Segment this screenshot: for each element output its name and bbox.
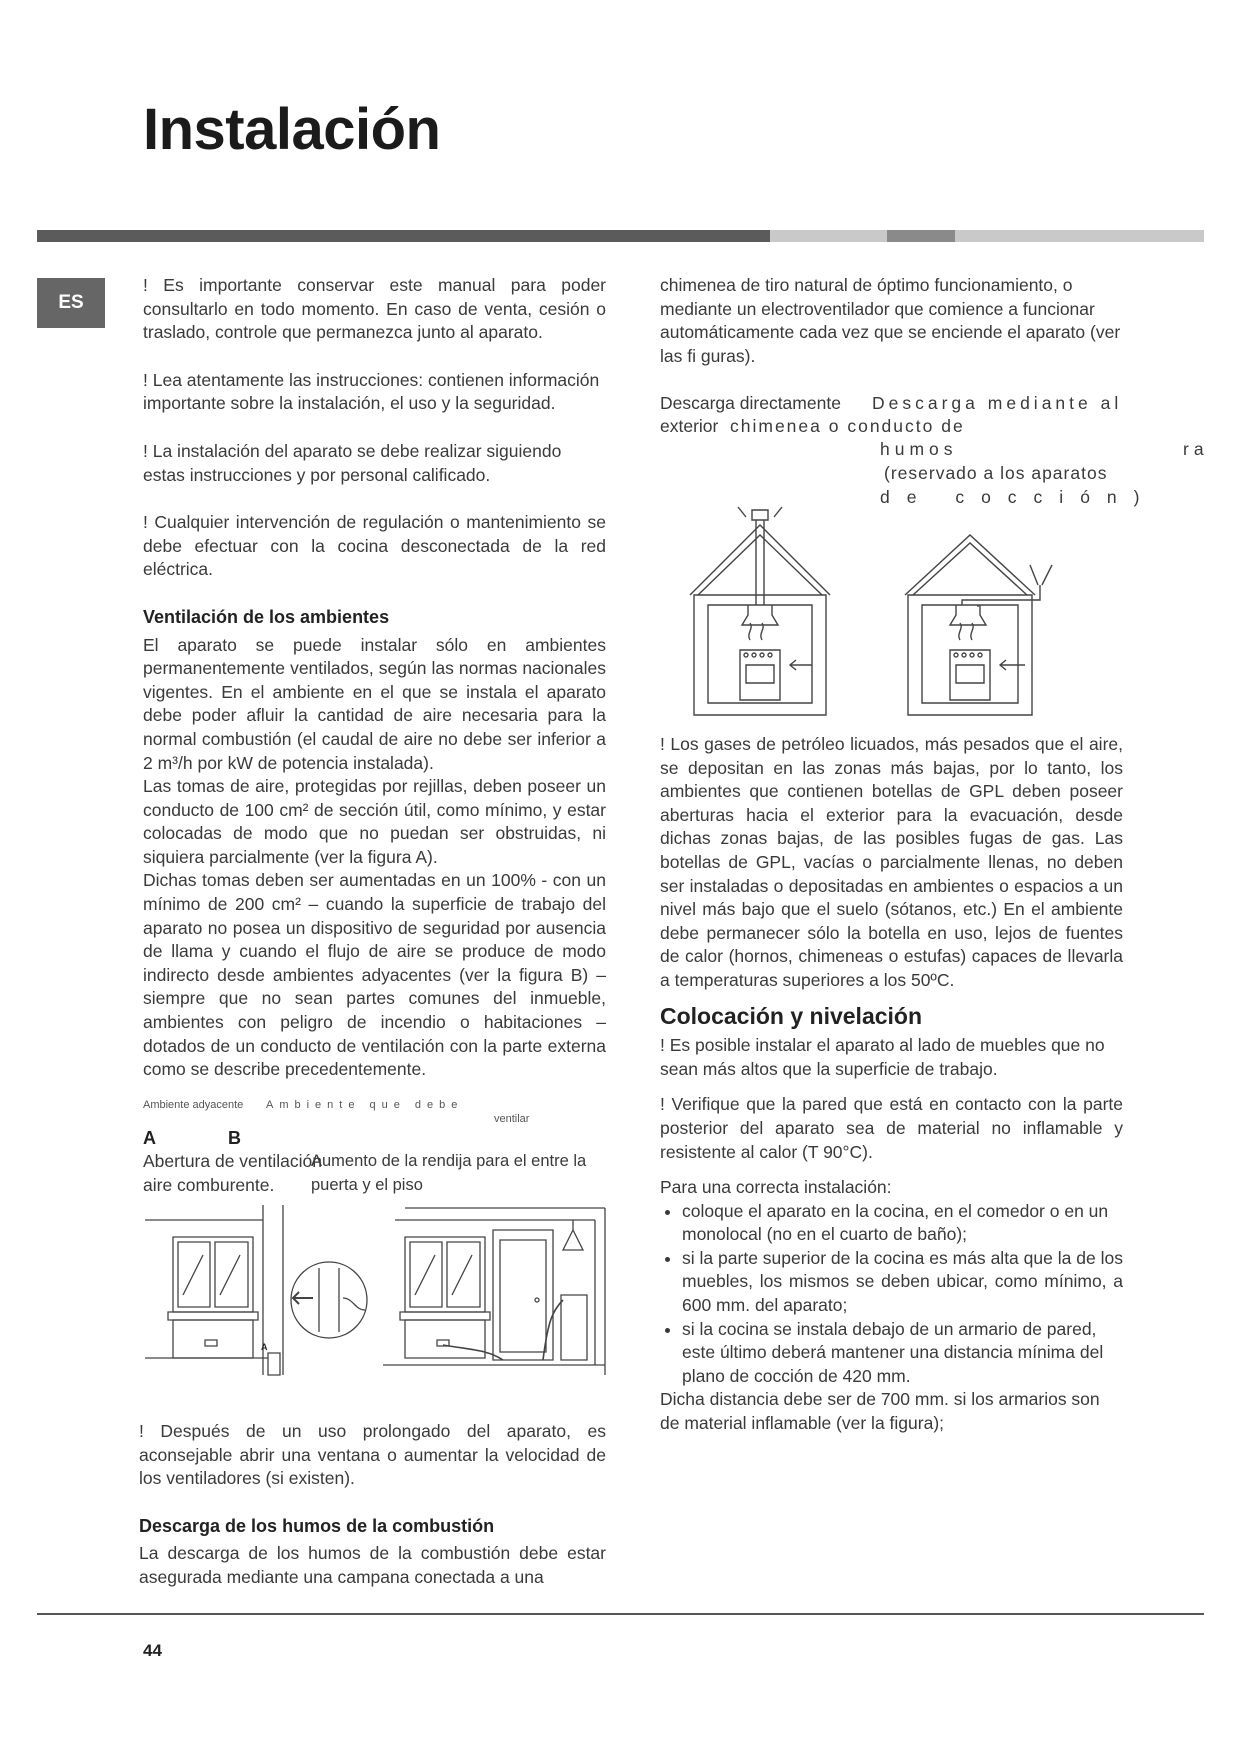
figure-marker-a: A: [261, 1342, 268, 1352]
ventilation-paragraph-1: El aparato se puede instalar sólo en ambientes permanentemente ventilados, según las normas nacionales vigentes. En el ambiente en el que se instala el aparato debe poder afluir la cantidad de aire necesaria para la normal combustión (el caudal de aire no debe ser inferior a 2 m³/h por kW de potencia instalada).: [143, 634, 606, 773]
gpl-warning: ! Los gases de petróleo licuados, más pesados que el aire, se depositan en las zonas más bajas, por lo tanto, los ambientes que contienen botellas de GPL deben poseer aberturas hacia el exterior para la evacuación, desde dichas zonas bajas, de las posibles fugas de gas. Las botellas de GPL, vacías o parcialmente llenas, no deben ser instaladas o depositadas en ambientes o espacios a un nivel más bajo que el suelo (sótanos, etc.) En el ambiente debe permanecer sólo la botella en uso, lejos de fuentes de calor (hornos, chimeneas o estufas) capaces de llevarla a temperaturas superiores a los 50ºC.: [660, 734, 1123, 990]
right-column: [660, 733, 1123, 1436]
ventilation-paragraph-2: Las tomas de aire, protegidas por rejillas, deben poseer un conducto de 100 cm² de sección útil, como mínimo, y estar colocadas de modo que no puedan ser obstruidas, ni siquiera parcialmente (ver la figura A).: [143, 776, 606, 867]
label-room-to-ventilate: Ambiente que debe: [266, 1099, 464, 1111]
header-bar-light: [770, 230, 1204, 242]
figure-label-a: A: [143, 1128, 156, 1148]
label-chimney-1: Descarga mediante al: [872, 393, 1123, 413]
placement-heading: Colocación y nivelación: [660, 1002, 923, 1029]
label-chimney-3: humos: [880, 439, 958, 459]
label-chimney-2: chimenea o conducto de: [730, 416, 965, 436]
right-column-top: [660, 274, 1123, 368]
label-adjacent-room: Ambiente adyacente: [143, 1099, 244, 1111]
footer-line: [37, 1613, 1204, 1615]
note-read-instructions: ! Lea atentamente las instrucciones: contienen información importante sobre la instalación, el uso y la seguridad.: [143, 369, 600, 414]
note-qualified-staff: ! La instalación del aparato se debe realizar siguiendo estas instrucciones y por personal calificado.: [143, 440, 562, 485]
note-keep-manual: ! Es importante conservar este manual para poder consultarlo en todo momento. En caso de venta, cesión o traslado, controle que permanezca junto al aparato.: [143, 275, 606, 343]
left-column-bottom: [139, 1420, 606, 1590]
header-bar-mid: [887, 230, 955, 242]
figure-label-b: B: [228, 1128, 241, 1148]
placement-list: [660, 1200, 1123, 1389]
exhaust-diagrams: [680, 505, 1080, 720]
house-direct-exhaust: [690, 507, 830, 715]
fumes-paragraph: La descarga de los humos de la combustión debe estar asegurada mediante una campana conectada a una: [139, 1543, 606, 1587]
label-exterior: exterior: [660, 416, 719, 436]
placement-closing: Dicha distancia debe ser de 700 mm. si los armarios son de material inflamable (ver la figura);: [660, 1389, 1100, 1434]
caption-a: Abertura de ventilación aire comburente.: [143, 1151, 322, 1195]
placement-bullet: • si la parte superior de la cocina es más alta que la de los muebles, los mismos se deben ubicar, como mínimo, a 600 mm. del aparato;: [682, 1247, 1123, 1318]
ventilation-paragraph-3: Dichas tomas deben ser aumentadas en un 100% - con un mínimo de 200 cm² – cuando la superficie de trabajo del aparato no posea un dispositivo de seguridad por ausencia de llama y cuando el flujo de aire se produce de modo indirecto desde ambientes adyacentes (ver la figura B) – siempre que no sean partes comunes del inmueble, ambientes con peligro de incendio o habitaciones – dotados de un conducto de ventilación con la parte externa como se describe precedentemente.: [143, 870, 606, 1080]
label-cut-off: ra: [1183, 439, 1209, 459]
header-bar-dark: [37, 230, 770, 242]
house-chimney-exhaust: [905, 535, 1052, 715]
label-ventilate: ventilar: [494, 1113, 530, 1125]
ventilation-figures: [143, 1200, 613, 1380]
placement-bullet: • coloque el aparato en la cocina, en el comedor o en un monolocal (no en el cuarto de baño);: [682, 1200, 1123, 1247]
left-column: [143, 274, 606, 1082]
page-title: Instalación: [143, 97, 441, 162]
header-bar: [37, 230, 1204, 242]
placement-intro: Para una correcta instalación:: [660, 1177, 892, 1198]
page-number: 44: [143, 1641, 162, 1660]
note-after-long-use: ! Después de un uso prolongado del aparato, es aconsejable abrir una ventana o aumentar la velocidad de los ventiladores (si existen).: [139, 1421, 606, 1489]
label-chimney-5: de cocción): [880, 487, 1157, 507]
fumes-paragraph-continued: chimenea de tiro natural de óptimo funcionamiento, o mediante un electroventilador que comience a funcionar automáticamente cada vez que se enciende el aparato (ver las fi guras).: [660, 275, 1121, 366]
caption-b: Aumento de la rendija para el entre la puerta y el piso: [311, 1152, 587, 1194]
figure-b-drawing: [383, 1208, 605, 1375]
label-direct: Descarga directamente: [660, 393, 841, 413]
fumes-heading: Descarga de los humos de la combustión: [139, 1515, 495, 1536]
label-chimney-4: (reservado a los aparatos: [884, 463, 1108, 483]
placement-note-2: ! Verifique que la pared que está en contacto con la parte posterior del aparato sea de material no inflamable y resistente al calor (T 90°C).: [660, 1094, 1123, 1162]
placement-note-1: ! Es posible instalar el aparato al lado de muebles que no sean más altos que la superficie de trabajo.: [660, 1035, 1105, 1079]
ventilation-heading: Ventilación de los ambientes: [143, 606, 390, 627]
note-disconnect: ! Cualquier intervención de regulación o mantenimiento se debe efectuar con la cocina desconectada de la red eléctrica.: [143, 512, 606, 580]
language-tab: ES: [37, 278, 105, 328]
placement-bullet: • si la cocina se instala debajo de un armario de pared, este último deberá mantener una distancia mínima del plano de cocción de 420 mm.: [682, 1318, 1123, 1389]
figure-a-drawing: [145, 1205, 367, 1375]
